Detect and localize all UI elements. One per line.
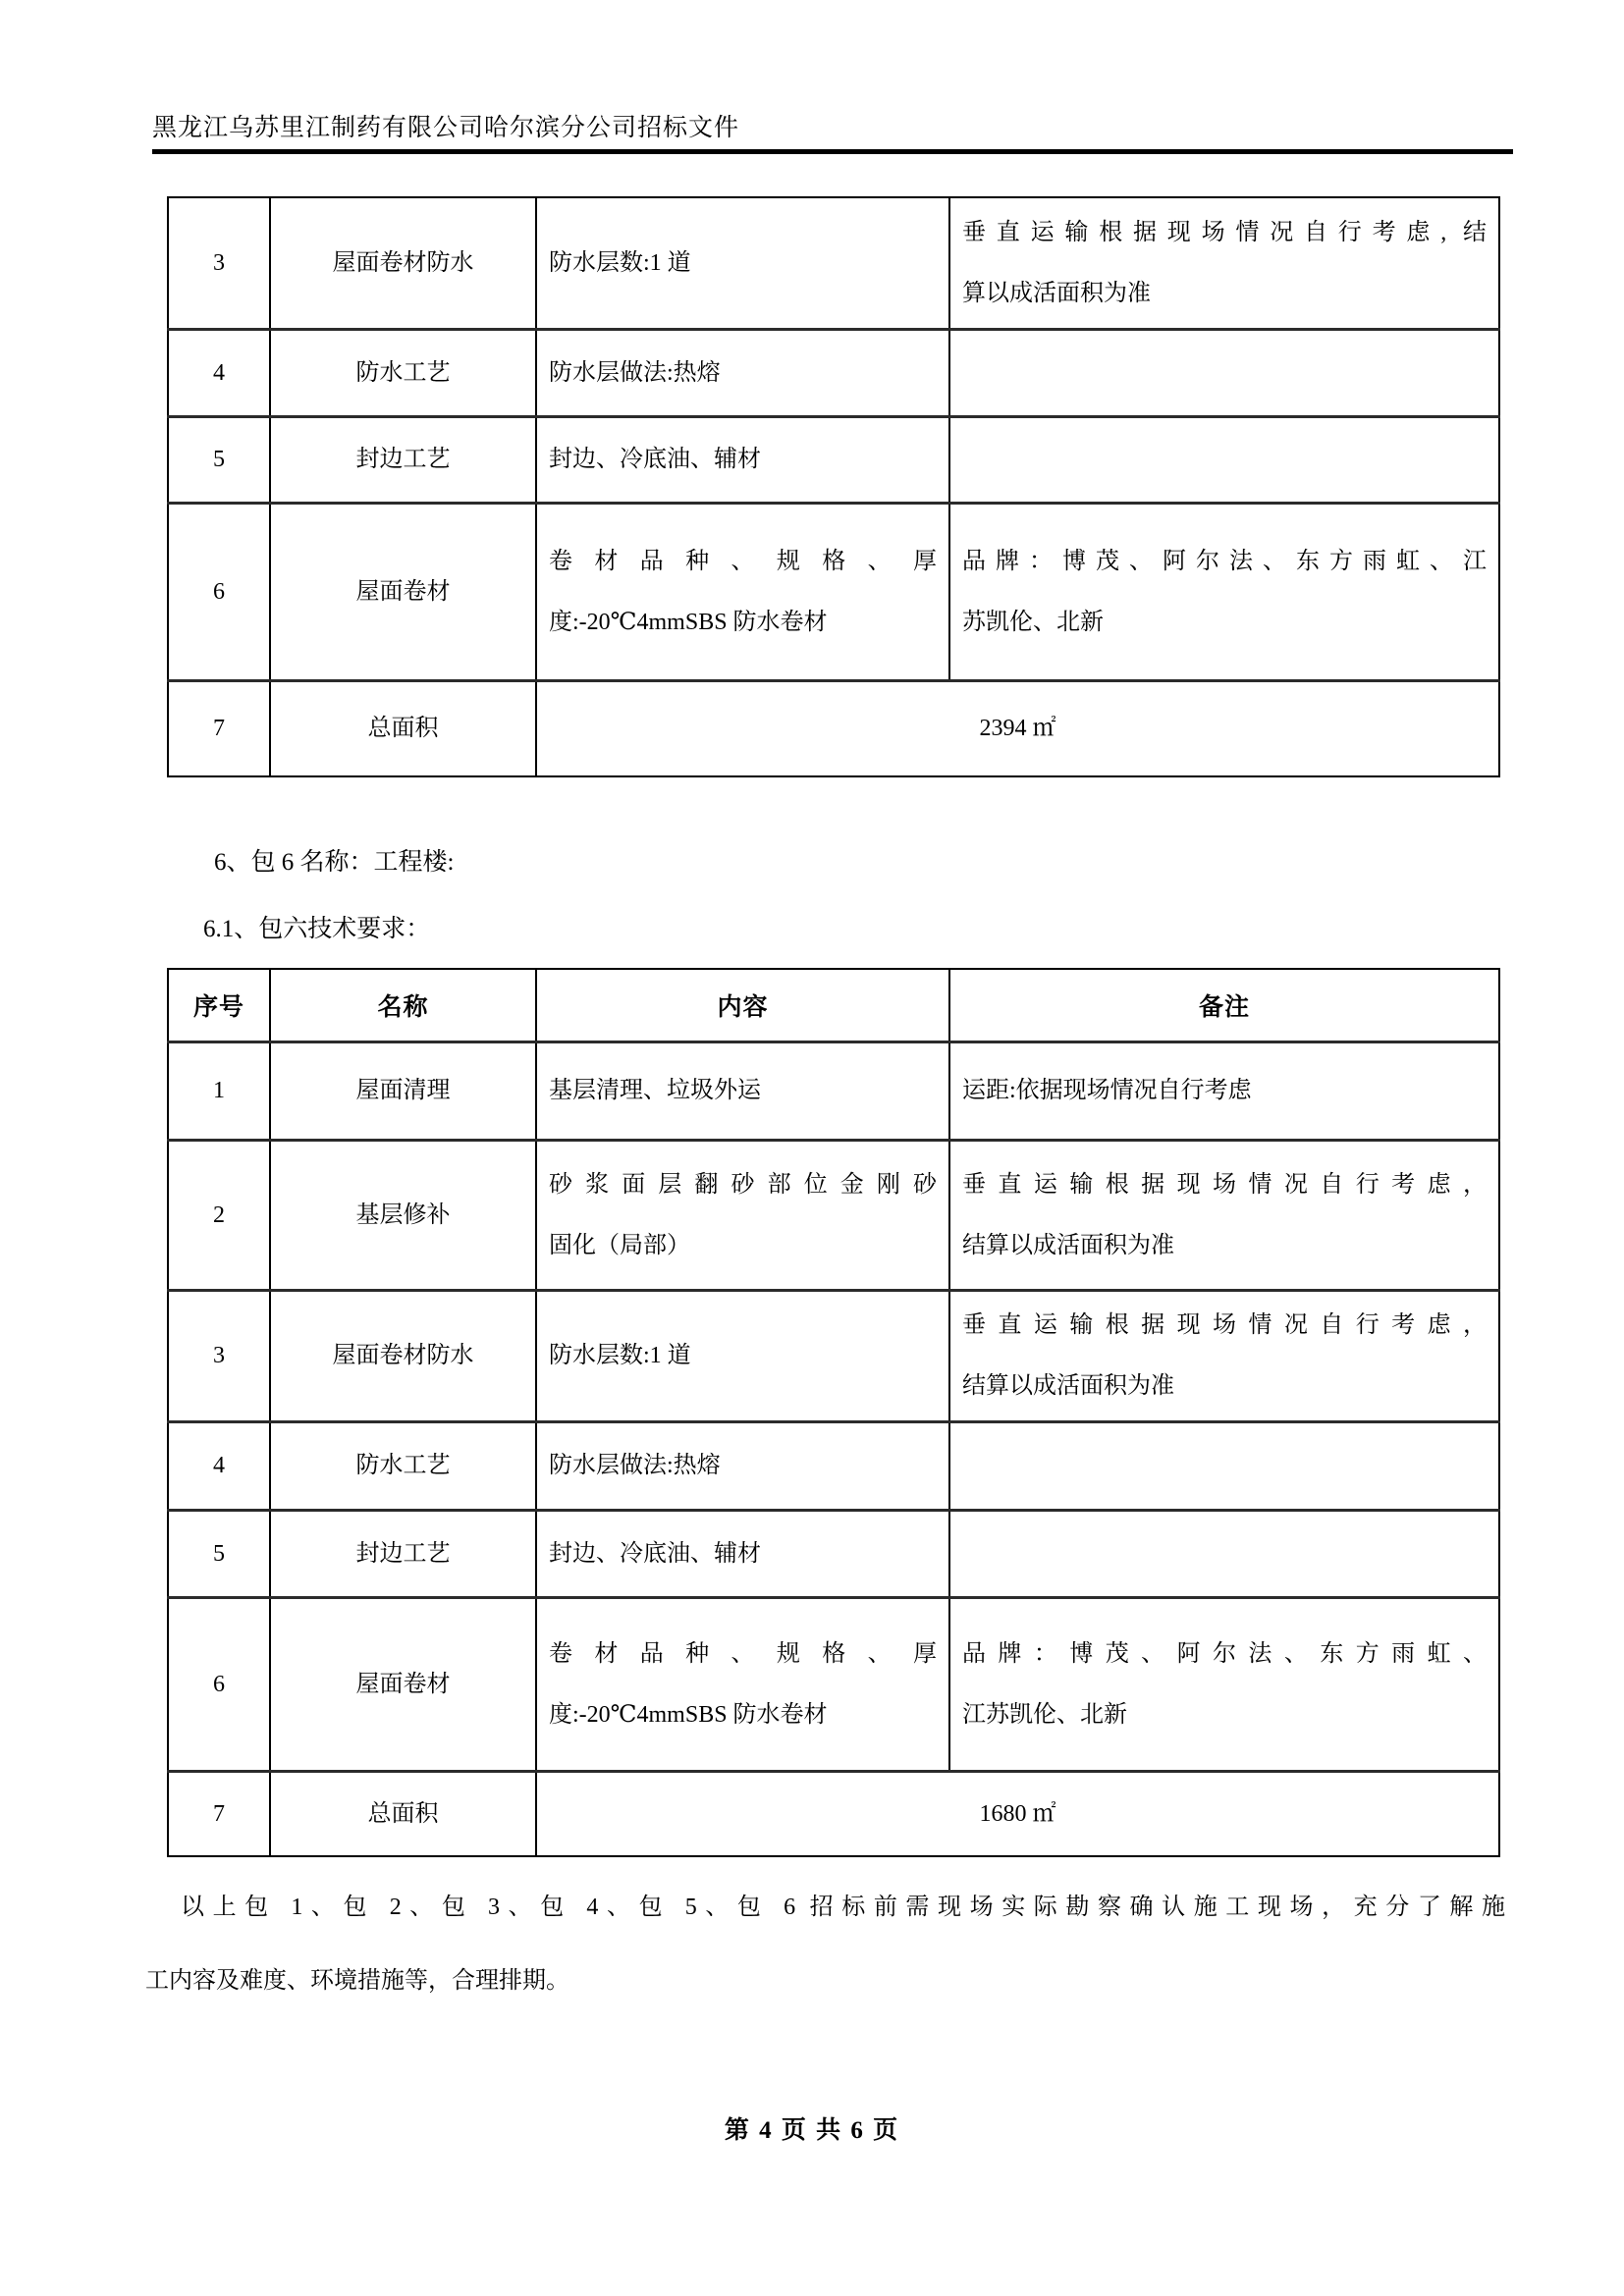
row-number-cell: 7 (168, 680, 270, 776)
table-row (168, 1771, 1499, 1856)
table-row (168, 680, 1499, 776)
remark-line: 品牌：博茂、阿尔法、东方雨虹、江 (962, 548, 1487, 574)
remark-line: 垂直运输根据现场情况自行考虑, 结 (962, 219, 1487, 245)
content-line: 封边、冷底油、辅材 (549, 1540, 761, 1567)
content-cell (536, 1597, 949, 1771)
remark-cell (949, 1510, 1499, 1597)
row-number-cell: 7 (168, 1771, 270, 1856)
page-number-footer: 第 4 页 共 6 页 (724, 2117, 900, 2144)
remark-cell (949, 1421, 1499, 1510)
name-cell: 屋面卷材 (270, 1597, 536, 1771)
document-header (152, 112, 1513, 154)
row-number-cell: 5 (168, 1510, 270, 1597)
total-area-cell: 1680 ㎡ (536, 1771, 1499, 1856)
remark-line: 品牌：博茂、阿尔法、东方雨虹、 (962, 1640, 1487, 1667)
column-header-no: 序号 (168, 969, 270, 1041)
content-cell (536, 503, 949, 680)
content-cell (536, 329, 949, 416)
content-line: 防水层数:1 道 (549, 249, 691, 276)
remark-cell (949, 1290, 1499, 1421)
table-row (168, 1597, 1499, 1771)
package6-requirements-table (167, 968, 1500, 1857)
name-cell: 屋面卷材防水 (270, 1290, 536, 1421)
row-number-cell: 6 (168, 1597, 270, 1771)
name-cell: 防水工艺 (270, 1421, 536, 1510)
content-cell (536, 1290, 949, 1421)
content-line: 卷材品种、规格、厚 (549, 548, 937, 574)
closing-paragraph (145, 1871, 1505, 2018)
name-cell: 总面积 (270, 680, 536, 776)
remark-cell (949, 329, 1499, 416)
content-line: 固化（局部） (549, 1232, 690, 1258)
table-row (168, 1421, 1499, 1510)
row-number-cell: 6 (168, 503, 270, 680)
table-row (168, 1290, 1499, 1421)
remark-line: 运距:依据现场情况自行考虑 (962, 1078, 1252, 1103)
closing-paragraph-line: 以上包 1、包 2、包 3、包 4、包 5、包 6 招标前需现场实际勘察确认施工现场，充分了解施 (181, 1895, 1505, 1920)
name-cell: 屋面卷材防水 (270, 197, 536, 329)
closing-paragraph-line: 工内容及难度、环境措施等，合理排期。 (145, 1968, 569, 1994)
document-header-title: 黑龙江乌苏里江制药有限公司哈尔滨分公司招标文件 (152, 115, 740, 141)
name-cell: 封边工艺 (270, 416, 536, 503)
content-line: 防水层数:1 道 (549, 1343, 691, 1368)
table-row (168, 1140, 1499, 1290)
row-number-cell: 2 (168, 1140, 270, 1290)
column-header-name: 名称 (270, 969, 536, 1041)
remark-cell (949, 503, 1499, 680)
name-cell: 屋面卷材 (270, 503, 536, 680)
content-cell (536, 416, 949, 503)
table-row (168, 503, 1499, 680)
content-line: 卷材品种、规格、厚 (549, 1640, 937, 1667)
column-header-content: 内容 (536, 969, 949, 1041)
row-number-cell: 3 (168, 1290, 270, 1421)
row-number-cell: 5 (168, 416, 270, 503)
column-header-remark: 备注 (949, 969, 1499, 1041)
remark-line: 垂直运输根据现场情况自行考虑， (962, 1171, 1487, 1198)
content-cell (536, 197, 949, 329)
remark-line: 算以成活面积为准 (962, 280, 1151, 306)
table-row (168, 197, 1499, 329)
content-line: 基层清理、垃圾外运 (549, 1078, 761, 1103)
content-line: 防水层做法:热熔 (549, 1453, 721, 1478)
name-cell: 屋面清理 (270, 1041, 536, 1140)
remark-line: 垂直运输根据现场情况自行考虑， (962, 1312, 1487, 1338)
content-cell (536, 1421, 949, 1510)
remark-cell (949, 1041, 1499, 1140)
table-row (168, 1041, 1499, 1140)
content-cell (536, 1140, 949, 1290)
row-number-cell: 4 (168, 1421, 270, 1510)
row-number-cell: 3 (168, 197, 270, 329)
content-line: 度:-20℃4mmSBS 防水卷材 (549, 1701, 828, 1728)
name-cell: 总面积 (270, 1771, 536, 1856)
name-cell: 基层修补 (270, 1140, 536, 1290)
total-area-cell: 2394 ㎡ (536, 680, 1499, 776)
remark-line: 结算以成活面积为准 (962, 1232, 1174, 1258)
content-line: 度:-20℃4mmSBS 防水卷材 (549, 609, 828, 635)
remark-cell (949, 197, 1499, 329)
content-cell (536, 1041, 949, 1140)
table-row (168, 1510, 1499, 1597)
content-line: 封边、冷底油、辅材 (549, 447, 761, 472)
content-cell (536, 1510, 949, 1597)
name-cell: 封边工艺 (270, 1510, 536, 1597)
row-number-cell: 4 (168, 329, 270, 416)
remark-line: 结算以成活面积为准 (962, 1373, 1174, 1399)
remark-cell (949, 1140, 1499, 1290)
table-row (168, 416, 1499, 503)
name-cell: 防水工艺 (270, 329, 536, 416)
section-title-package6-requirements: 6.1、包六技术要求： (203, 916, 431, 942)
content-line: 砂浆面层翻砂部位金刚砂 (549, 1171, 937, 1198)
row-number-cell: 1 (168, 1041, 270, 1140)
remark-line: 江苏凯伦、北新 (962, 1701, 1127, 1728)
remark-cell (949, 416, 1499, 503)
package5-requirements-table (167, 196, 1500, 777)
section-title-package6: 6、包 6 名称：工程楼: (214, 849, 455, 876)
table-header-row (168, 969, 1499, 1041)
content-line: 防水层做法:热熔 (549, 359, 721, 386)
table-row (168, 329, 1499, 416)
remark-cell (949, 1597, 1499, 1771)
remark-line: 苏凯伦、北新 (962, 609, 1104, 635)
